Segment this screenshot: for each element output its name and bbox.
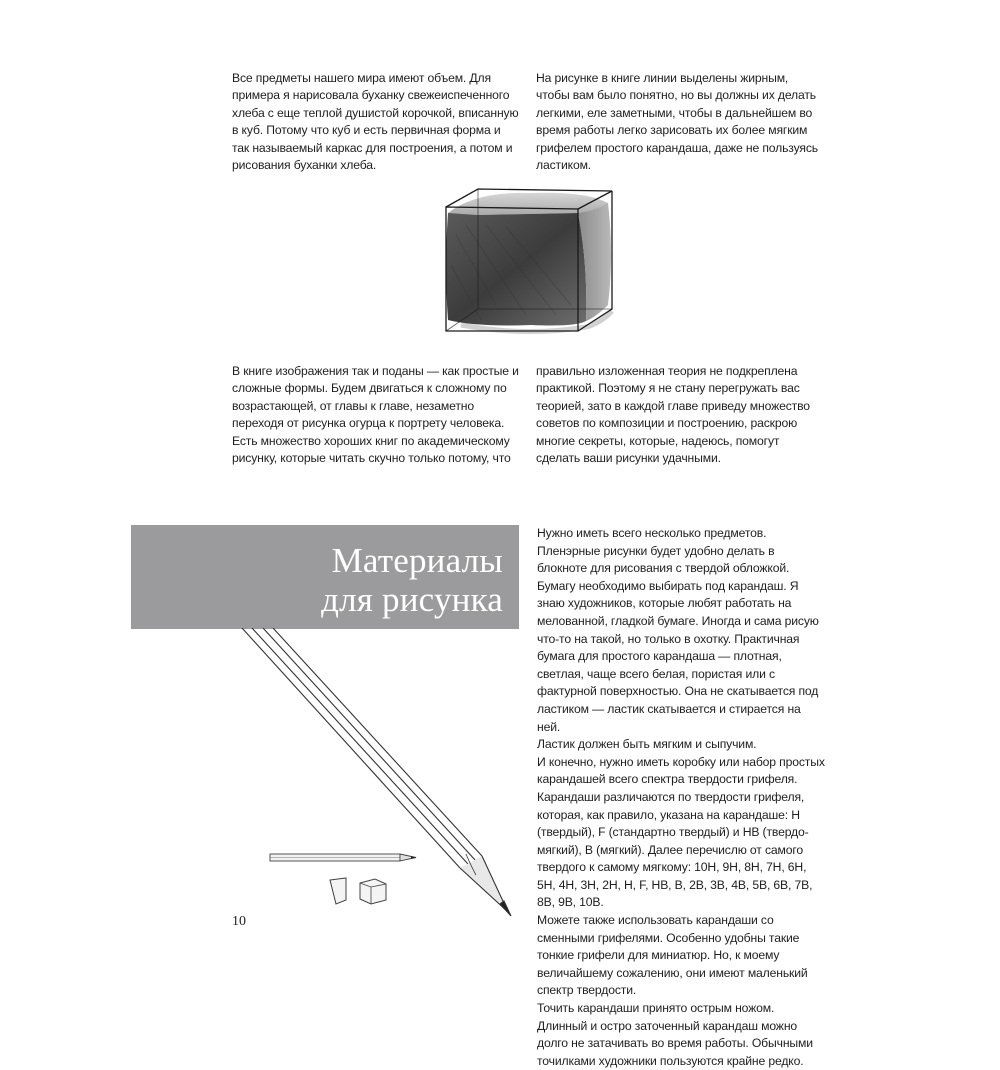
eraser-1 bbox=[330, 878, 346, 904]
middle-left-paragraph-2: Есть множество хороших книг по академическому рисунку, которые читать скучно только потому, что bbox=[232, 433, 511, 466]
bread-in-cube-drawing bbox=[436, 185, 626, 345]
materials-column bbox=[537, 525, 826, 1070]
materials-paragraph: И конечно, нужно иметь коробку или набор простых карандашей всего спектра твердости грифеля. bbox=[537, 754, 825, 787]
materials-paragraph: Нужно иметь всего несколько предметов. bbox=[537, 526, 767, 540]
middle-left-paragraph-1: В книге изображения так и поданы — как простые и сложные формы. Будем двигаться к сложному по возрастающей, от главы к главе, незаметно переходя от рисунка огурца к портрету человека. bbox=[232, 364, 519, 431]
section-heading-line-1: Материалы bbox=[331, 541, 503, 580]
section-heading-line-2: для рисунка bbox=[321, 580, 503, 619]
middle-left-column bbox=[232, 363, 520, 467]
bread-top bbox=[448, 193, 608, 215]
page-number: 10 bbox=[232, 914, 246, 929]
materials-paragraph: Карандаши различаются по твердости грифеля, которая, как правило, указана на карандаше: H (твердый), F (стандартно твердый) и HB (твердо-мягкий), B (мягкий). Далее перечислю от самого твердого к самому мягкому: 10H, 9H, 8H, 7H, 6H, 5H, 4H, 3H, 2H, H, F, HB, B, 2B, 3B, 4B, 5B, 6B, 7B, 8B, 9B, 10B. bbox=[537, 789, 813, 910]
materials-paragraph: Бумагу необходимо выбирать под карандаш. Я знаю художников, которые любят работать на мелованной, гладкой бумаге. Иногда и сама рисую что-то на такой, но только в охотку. Практичная бумага для простого карандаша — плотная, светлая, чаще всего белая, пористая или с фактурной поверхностью. Она не скатывается под ластиком — ластик скатывается и стирается на ней. bbox=[537, 578, 819, 734]
materials-paragraph: Пленэрные рисунки будет удобно делать в блокноте для рисования с твердой обложкой. bbox=[537, 543, 790, 576]
materials-paragraph: Точить карандаши принято острым ножом. Длинный и остро заточенный карандаш можно долго не затачивать во время работы. Обычными точилками художники пользуются крайне редко. bbox=[537, 1001, 813, 1068]
intro-right-column bbox=[536, 70, 823, 174]
middle-right-paragraph: правильно изложенная теория не подкреплена практикой. Поэтому я не стану перегружать вас теорией, зато в каждой главе приведу множество советов по композиции и построению, раскрою многие секреты, которые, надеюсь, помогут сделать ваши рисунки удачными. bbox=[536, 364, 810, 466]
intro-left-paragraph: Все предметы нашего мира имеют объем. Для примера я нарисовала буханку свежеиспеченного хлеба с еще теплой душистой корочкой, вписанную в куб. Потому что куб и есть первичная форма и так называемый каркас для построения, а потом и рисования буханки хлеба. bbox=[232, 71, 519, 173]
intro-right-paragraph: На рисунке в книге линии выделены жирным, чтобы вам было понятно, но вы должны их делать легкими, еле заметными, чтобы в дальнейшем во время работы легко зарисовать их более мягким грифелем простого карандаша, даже не пользуясь ластиком. bbox=[536, 71, 819, 173]
large-pencil bbox=[242, 628, 511, 916]
pencil-illustration bbox=[230, 628, 520, 918]
middle-right-column bbox=[536, 363, 823, 467]
small-pencil bbox=[270, 854, 416, 861]
eraser-2 bbox=[360, 879, 386, 904]
materials-paragraph: Ластик должен быть мягким и сыпучим. bbox=[537, 737, 757, 752]
intro-left-column bbox=[232, 70, 520, 174]
materials-paragraph: Можете также использовать карандаши со сменными грифелями. Особенно удобны такие тонкие грифели для миниатюр. Но, к моему величайшему сожалению, они имеют маленький спектр твердости. bbox=[537, 913, 808, 998]
section-heading-box bbox=[131, 525, 519, 629]
